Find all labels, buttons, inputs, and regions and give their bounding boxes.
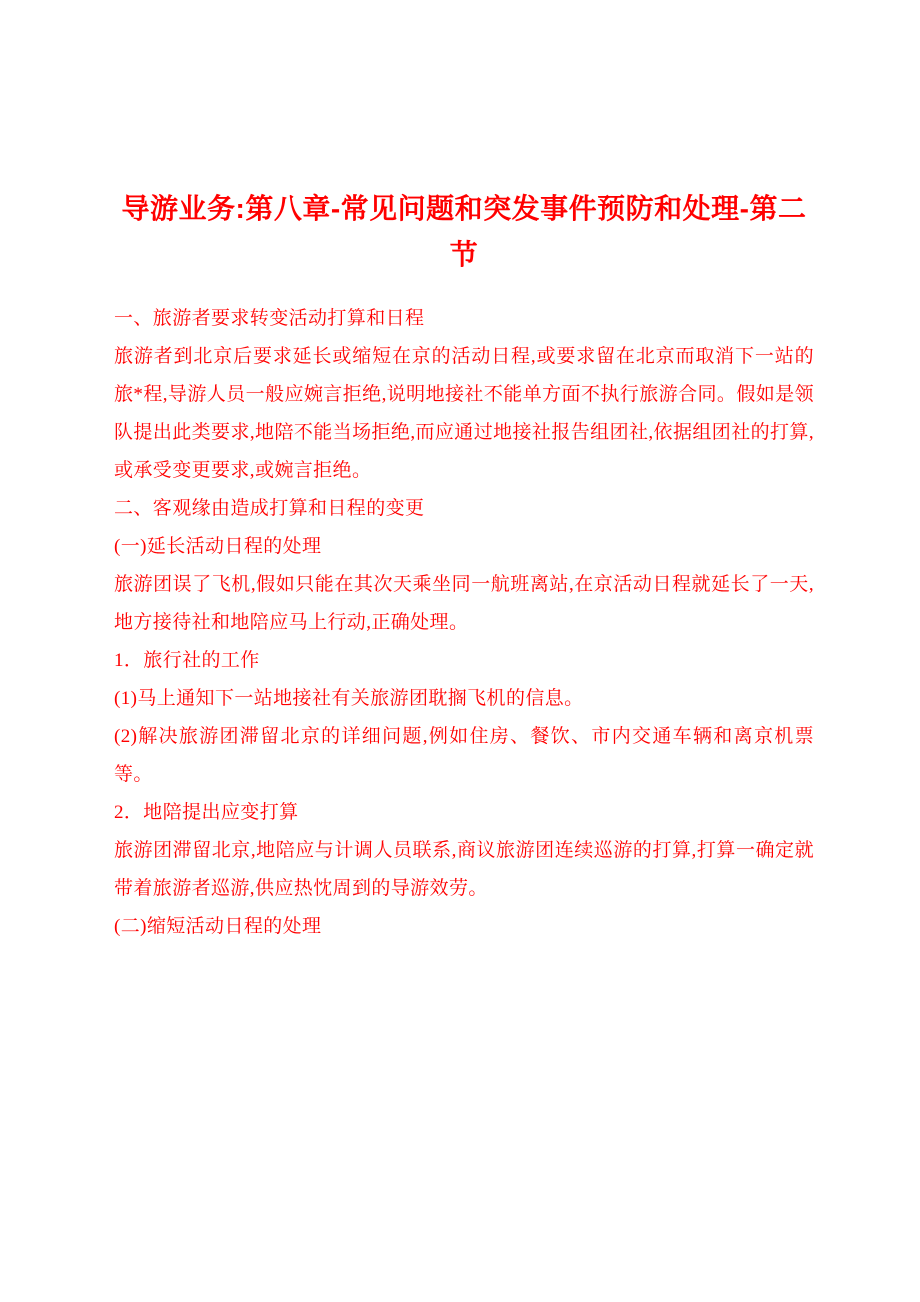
document-content xyxy=(114,186,814,946)
paragraph-2: 旅游者到北京后要求延长或缩短在京的活动日程,或要求留在北京而取消下一站的旅*程,导游人员一般应婉言拒绝,说明地接社不能单方面不执行旅游合同。假如是领队提出此类要求,地陪不能当场拒绝,而应通过地接社报告组团社,依据组团社的打算,或承受变更要求,或婉言拒绝。 xyxy=(114,346,814,481)
paragraph-6: 1．旅行社的工作 xyxy=(114,650,260,671)
paragraph-5: 旅游团误了飞机,假如只能在其次天乘坐同一航班离站,在京活动日程就延长了一天,地方接待社和地陪应马上行动,正确处理。 xyxy=(114,574,814,633)
paragraph-10: 旅游团滞留北京,地陪应与计调人员联系,商议旅游团连续巡游的打算,打算一确定就带着旅游者巡游,供应热忱周到的导游效劳。 xyxy=(114,840,814,899)
paragraph-11: (二)缩短活动日程的处理 xyxy=(114,916,322,937)
paragraph-4: (一)延长活动日程的处理 xyxy=(114,536,322,557)
paragraph-3: 二、客观缘由造成打算和日程的变更 xyxy=(114,498,425,519)
paragraph-7: (1)马上通知下一站地接社有关旅游团耽搁飞机的信息。 xyxy=(114,688,584,709)
paragraph-9: 2．地陪提出应变打算 xyxy=(114,802,299,823)
paragraph-1: 一、旅游者要求转变活动打算和日程 xyxy=(114,308,425,329)
page-title: 导游业务:第八章-常见问题和突发事件预防和处理-第二节 xyxy=(121,193,807,270)
paragraph-8: (2)解决旅游团滞留北京的详细问题,例如住房、餐饮、市内交通车辆和离京机票等。 xyxy=(114,726,814,785)
